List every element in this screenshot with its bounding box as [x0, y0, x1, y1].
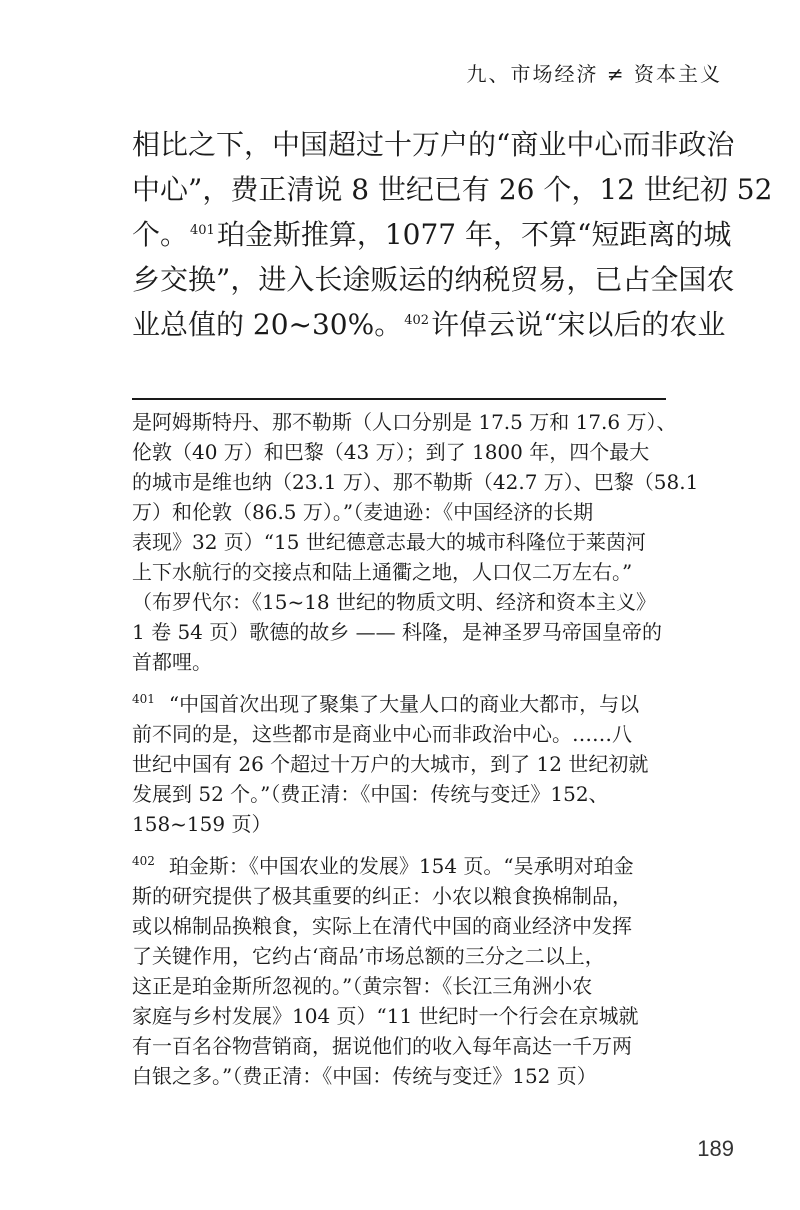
footnote-line: 发展到 52 个。”（费正清：《中国：传统与变迁》152、: [132, 782, 609, 806]
footnote-reference[interactable]: 402: [404, 312, 430, 328]
footnote-reference[interactable]: 401: [190, 222, 215, 238]
footnote-line: 前不同的是，这些都市是商业中心而非政治中心。……八: [132, 722, 632, 746]
footnote-line: 1 卷 54 页）歌德的故乡 —— 科隆，是神圣罗马帝国皇帝的: [132, 620, 662, 644]
footnote-line: 首都哩。: [132, 650, 212, 674]
footnote-line: 了关键作用，它约占‘商品’市场总额的三分之二以上，: [132, 944, 605, 968]
footnote-line: 世纪中国有 26 个超过十万户的大城市，到了 12 世纪初就: [132, 752, 649, 776]
footnote-text: “中国首次出现了聚集了大量人口的商业大都市，与以: [168, 692, 640, 716]
footnote-line: 是阿姆斯特丹、那不勒斯（人口分别是 17.5 万和 17.6 万）、: [132, 410, 677, 434]
footnote-line: 表现》32 页）“15 世纪德意志最大的城市科隆位于莱茵河: [132, 530, 646, 554]
body-line-text: 许倬云说“宋以后的农业: [431, 308, 726, 341]
footnote-gap: [132, 839, 697, 851]
footnote-line: 家庭与乡村发展》104 页）“11 世纪时一个行会在京城就: [132, 1004, 639, 1028]
footnote-number: 401: [132, 692, 155, 707]
footnote-line: 158~159 页）: [132, 812, 272, 836]
footnote-continuation: [132, 407, 697, 677]
body-line-text: 珀金斯推算，1077 年，不算“短距离的城: [216, 218, 732, 251]
body-line: [132, 302, 726, 347]
footnote-line: 万）和伦敦（86.5 万）。”（麦迪逊：《中国经济的长期: [132, 500, 594, 524]
footnote-line: 上下水航行的交接点和陆上通衢之地，人口仅二万左右。”: [132, 560, 633, 584]
footnotes: [132, 407, 697, 1091]
footnote-line: [132, 689, 697, 719]
body-line: 乡交换”，进入长途贩运的纳税贸易，已占全国农: [132, 263, 735, 296]
footnote-line: 白银之多。”（费正清：《中国：传统与变迁》152 页）: [132, 1064, 597, 1088]
running-head: 九、市场经济 ≠ 资本主义: [466, 62, 722, 86]
body-line: [132, 212, 732, 257]
footnote-401: [132, 689, 697, 839]
footnote-line: （布罗代尔：《15~18 世纪的物质文明、经济和资本主义》: [132, 590, 657, 614]
body-line-text: 业总值的 20~30%。: [132, 308, 403, 341]
body-line-text: 个。: [132, 218, 189, 251]
footnote-number: 402: [132, 854, 155, 869]
footnote-line: 或以棉制品换粮食，实际上在清代中国的商业经济中发挥: [132, 914, 632, 938]
footnote-402: [132, 851, 697, 1091]
page-number: 189: [697, 1136, 734, 1161]
body-line: 中心”，费正清说 8 世纪已有 26 个，12 世纪初 52: [132, 173, 773, 206]
body-line: 相比之下，中国超过十万户的“商业中心而非政治: [132, 128, 735, 161]
body-text: [132, 122, 773, 347]
footnote-line: 这正是珀金斯所忽视的。”（黄宗智：《长江三角洲小农: [132, 974, 593, 998]
footnote-line: 的城市是维也纳（23.1 万）、那不勒斯（42.7 万）、巴黎（58.1: [132, 470, 699, 494]
footnote-line: 斯的研究提供了极其重要的纠正：小农以粮食换棉制品，: [132, 884, 632, 908]
footnote-text: 珀金斯：《中国农业的发展》154 页。“吴承明对珀金: [168, 854, 634, 878]
footnote-line: 有一百名谷物营销商，据说他们的收入每年高达一千万两: [132, 1034, 632, 1058]
footnote-line: 伦敦（40 万）和巴黎（43 万）；到了 1800 年，四个最大: [132, 440, 650, 464]
footnote-separator: [132, 398, 666, 400]
footnote-line: [132, 851, 697, 881]
footnote-gap: [132, 677, 697, 689]
